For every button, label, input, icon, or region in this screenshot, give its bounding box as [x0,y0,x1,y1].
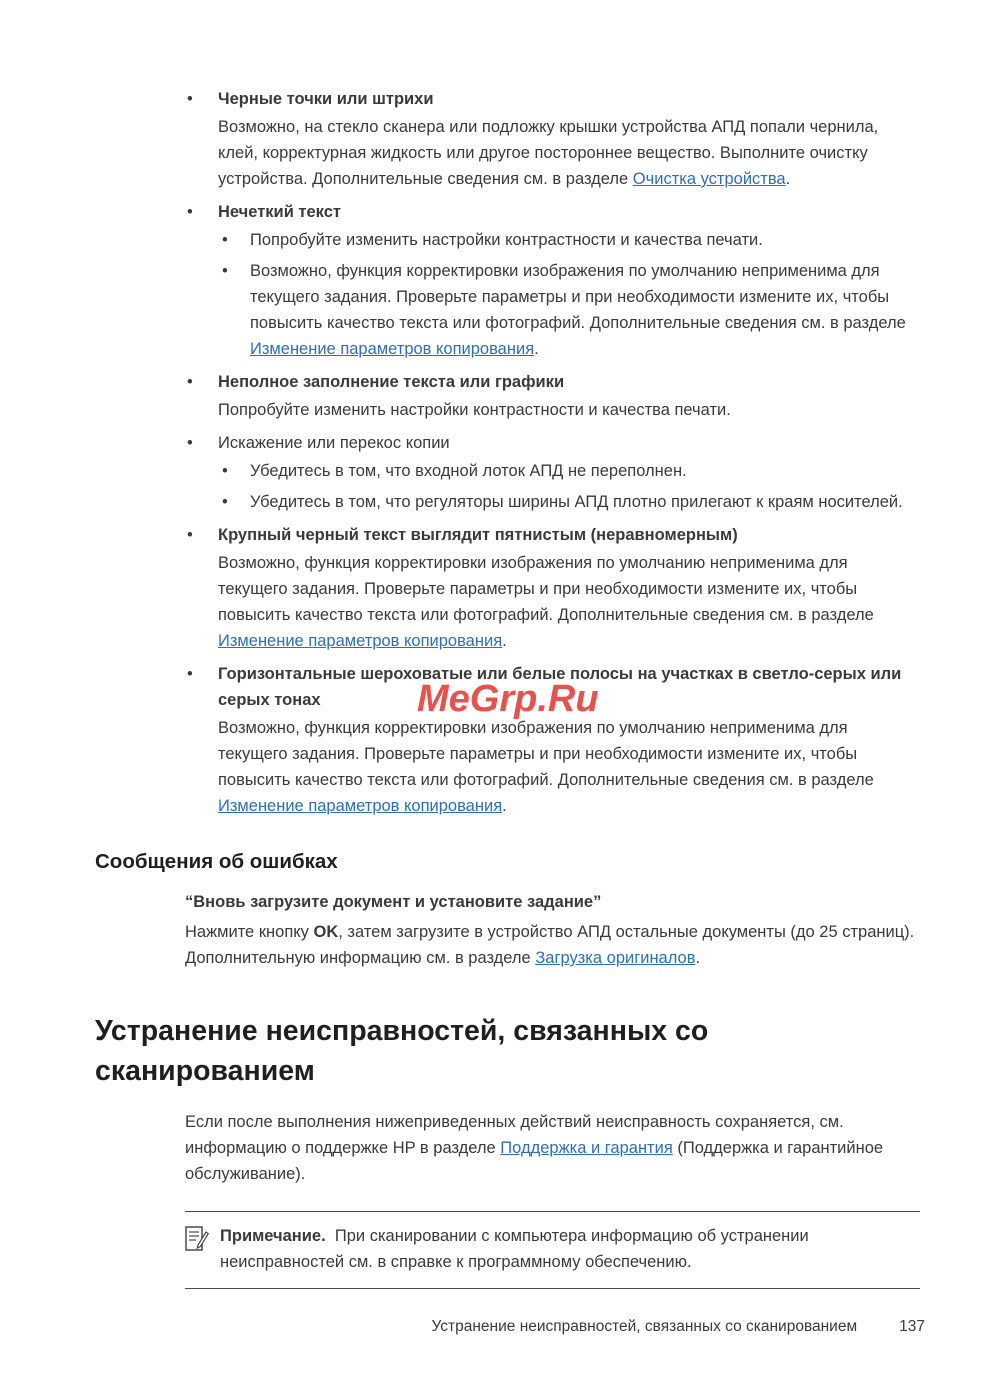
item-title: • Искажение или перекос копии [218,434,450,452]
text-run: , затем загрузите в устройство АПД остальные документы (до 25 страниц). Дополнительную информацию см. в разделе [185,923,915,967]
watermark-text: MeGrp.Ru [417,678,599,720]
doc-link[interactable]: Загрузка оригиналов [535,949,696,967]
text-run: . [695,949,701,967]
sub-item [250,227,920,253]
text-run: При сканировании с компьютера информацию об устранении неисправностей см. в справке к программному обеспечению. [220,1227,809,1271]
text-run: Попробуйте изменить настройки контрастности и качества печати. [218,401,731,419]
note-text [220,1223,920,1275]
text-run: Возможно, функция корректировки изображения по умолчанию неприменима для текущего задания. Проверьте параметры и при необходимости измените их, чтобы повысить качество текста или фотографий. Дополнительные сведения см. в разделе [218,554,874,624]
bold-text: Примечание. [220,1227,326,1245]
text-run: Попробуйте изменить настройки контрастности и качества печати. [250,231,763,249]
troubleshooting-item [218,661,920,819]
doc-link[interactable]: Поддержка и гарантия [500,1139,673,1157]
item-paragraph [218,550,920,654]
doc-link[interactable]: Очистка устройства [632,170,786,188]
text-run: . [502,632,507,650]
sub-item-paragraph [250,489,920,515]
text-run: Возможно, функция корректировки изображения по умолчанию неприменима для текущего задания. Проверьте параметры и при необходимости измените их, чтобы повысить качество текста или фотографий. Дополнительные сведения см. в разделе [218,719,874,789]
text-run: Нажмите кнопку [185,923,314,941]
sub-item [250,489,920,515]
text-run: . [502,797,507,815]
item-paragraph [218,397,920,423]
item-paragraph [218,715,920,819]
text-run: (Поддержка и гарантийное обслуживание). [185,1139,884,1183]
error-message-title: “Вновь загрузите документ и установите задание” [185,893,602,911]
footer-page-number: 137 [899,1318,925,1335]
text-run: Убедитесь в том, что входной лоток АПД не переполнен. [250,462,687,480]
sub-list [218,227,920,362]
text-run: . [534,340,539,358]
text-run: Если после выполнения нижеприведенных действий неисправность сохраняется, см. информацию о поддержке HP в разделе [185,1113,844,1157]
section-heading-error-messages: Сообщения об ошибках [95,850,338,873]
troubleshooting-item [218,369,920,423]
item-title: • Крупный черный текст выглядит пятнистым (неравномерным) [218,526,738,544]
note-box [185,1211,920,1289]
scanning-intro-paragraph [185,1109,920,1187]
troubleshooting-item [218,86,920,192]
sub-list [218,458,920,515]
note-icon [185,1225,209,1275]
error-messages-subsection [185,889,920,971]
error-message-body [185,919,920,971]
sub-item-paragraph [250,227,920,253]
bold-text: OK [313,923,339,941]
text-run: Убедитесь в том, что регуляторы ширины АПД плотно прилегают к краям носителей. [250,493,903,511]
doc-link[interactable]: Изменение параметров копирования [218,797,503,815]
sub-item-paragraph [250,458,920,484]
item-title: • Черные точки или штрихи [218,90,434,108]
text-run: Возможно, функция корректировки изображения по умолчанию неприменима для текущего задания. Проверьте параметры и при необходимости измените их, чтобы повысить качество текста или фотографий. Дополнительные сведения см. в разделе [250,262,906,332]
text-run: Возможно, на стекло сканера или подложку крышки устройства АПД попали чернила, клей, корректурная жидкость или другое постороннее вещество. Выполните очистку устройства. Дополнительные сведения см. в разделе [218,118,879,188]
footer-running-title: Устранение неисправностей, связанных со сканированием [431,1318,858,1335]
sub-item [250,258,920,362]
sub-item [250,458,920,484]
text-run: . [785,170,791,188]
troubleshooting-list [95,86,920,819]
doc-link[interactable]: Изменение параметров копирования [218,632,503,650]
item-title: • Нечеткий текст [218,203,341,221]
doc-link[interactable]: Изменение параметров копирования [250,340,535,358]
troubleshooting-item [218,522,920,654]
chapter-heading-scanning: Устранение неисправностей, связанных со сканированием [95,1015,709,1087]
page-footer [431,1318,925,1336]
item-title: • Горизонтальные шероховатые или белые полосы на участках в светло-серых или серых тонах [218,665,902,709]
item-title: • Неполное заполнение текста или графики [218,373,565,391]
troubleshooting-item [218,199,920,362]
sub-item-paragraph [250,258,920,362]
item-paragraph [218,114,920,192]
troubleshooting-item [218,430,920,515]
